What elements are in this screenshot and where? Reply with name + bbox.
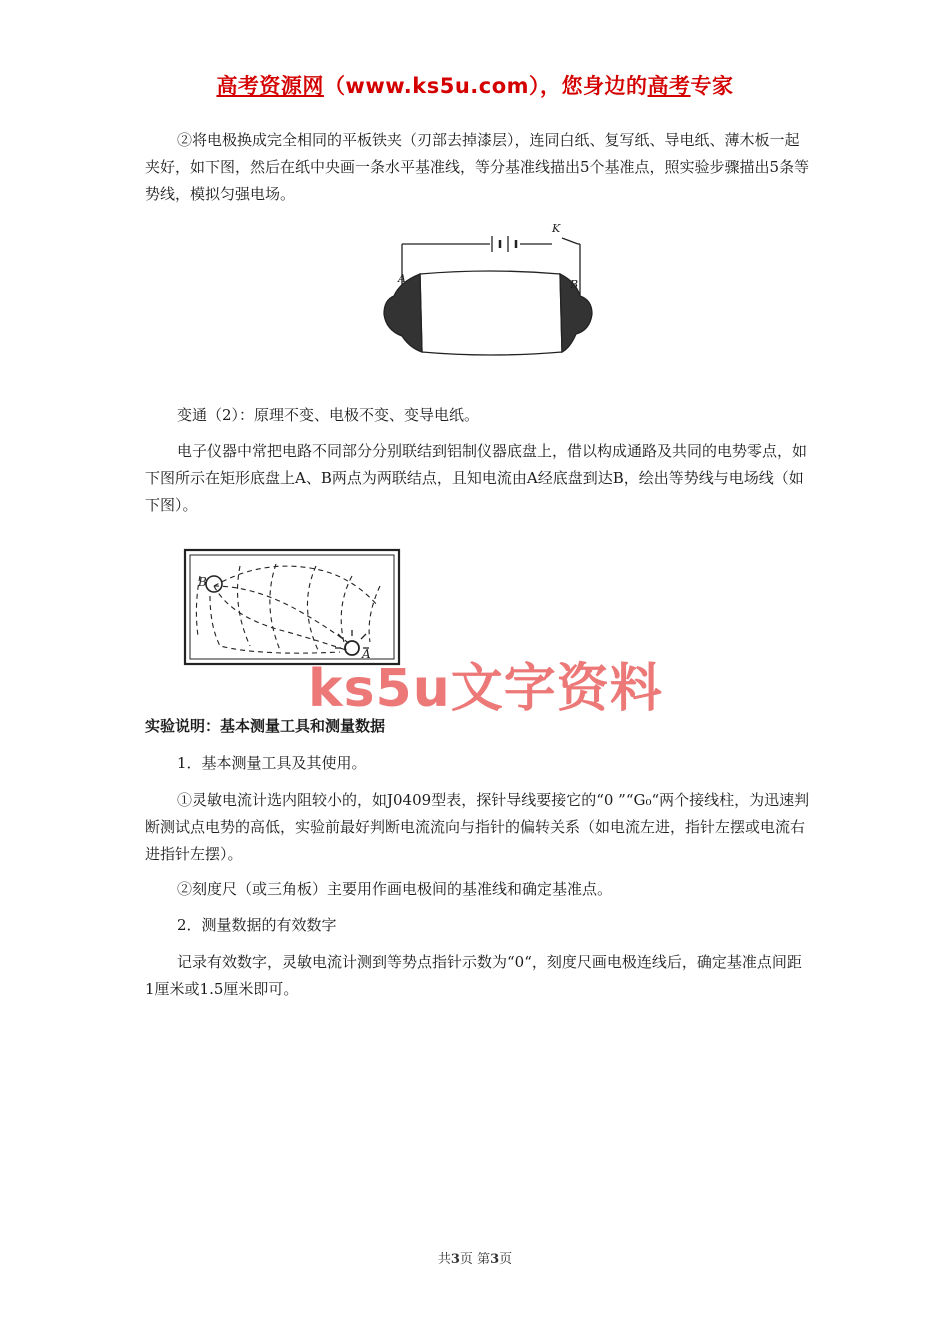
label-k: K [552,222,561,235]
section-heading: 实验说明：基本测量工具和测量数据 [145,717,386,735]
paragraph-variant-2: 变通（2）：原理不变、电极不变、变导电纸。 [177,406,480,424]
page-footer [0,1248,950,1267]
paragraph-plate-clamp: ②将电极换成完全相同的平板铁夹（刃部去掉漆层），连同白纸、复写纸、导电纸、薄木板一起夹好，如下图，然后在纸中央画一条水平基准线，等分基准线描出5个基准点，照实验步骤描出5条等势线，模拟匀强电场。 [145,131,810,203]
paper-rect [420,271,562,355]
header-expert: 专家 [690,74,734,98]
footer-page-suffix: 页 [499,1252,513,1267]
header-url: （www.ks5u.com），您身边的 [323,74,648,98]
label-a2: A [362,647,371,661]
footer-total: 3 [450,1252,460,1267]
footer-page: 3 [490,1252,500,1267]
paragraph-chassis: 电子仪器中常把电路不同部分分别联结到铝制仪器底盘上，借以构成通路及共同的电势零点，如下图所示在矩形底盘上A、B两点为两联结点，且知电流由A经底盘到达B，绘出等势线与电场线（如下图）。 [145,442,808,514]
paragraph-ruler: ②刻度尺（或三角板）主要用作画电极间的基准线和确定基准点。 [177,880,613,898]
page-header [0,70,950,100]
figure-uniform-field-setup [380,216,595,362]
watermark: ks5u文字资料 [308,659,663,719]
label-b2: B [198,575,207,589]
label-a: A [398,272,406,285]
label-b: B [570,278,579,291]
paragraph-tools-title: 1．基本测量工具及其使用。 [177,754,367,772]
field-lines [196,564,380,653]
switch-k [562,238,578,244]
footer-total-prefix: 共 [437,1252,451,1267]
footer-page-prefix: 第 [477,1252,491,1267]
paragraph-sigfig: 记录有效数字，灵敏电流计测到等势点指针示数为“0“，刻度尺画电极连线后，确定基准点间距1厘米或1.5厘米即可。 [145,953,802,998]
header-site-name[interactable]: 高考资源网 [216,74,324,98]
paragraph-galvanometer: ①灵敏电流计选内阻较小的，如J0409型表，探针导线要接它的“0 ”“G₀“两个接线柱，为迅速判断测试点电势的高低，实验前最好判断电流流向与指针的偏转关系（如电流左进，指针左摆或电流右进指针左摆）。 [145,791,810,863]
left-clamp [384,274,422,352]
electrode-b [206,576,222,592]
header-gaokao-link[interactable]: 高考 [647,74,691,98]
paragraph-sigfig-title: 2．测量数据的有效数字 [177,916,337,934]
footer-total-suffix: 页 [459,1252,473,1267]
